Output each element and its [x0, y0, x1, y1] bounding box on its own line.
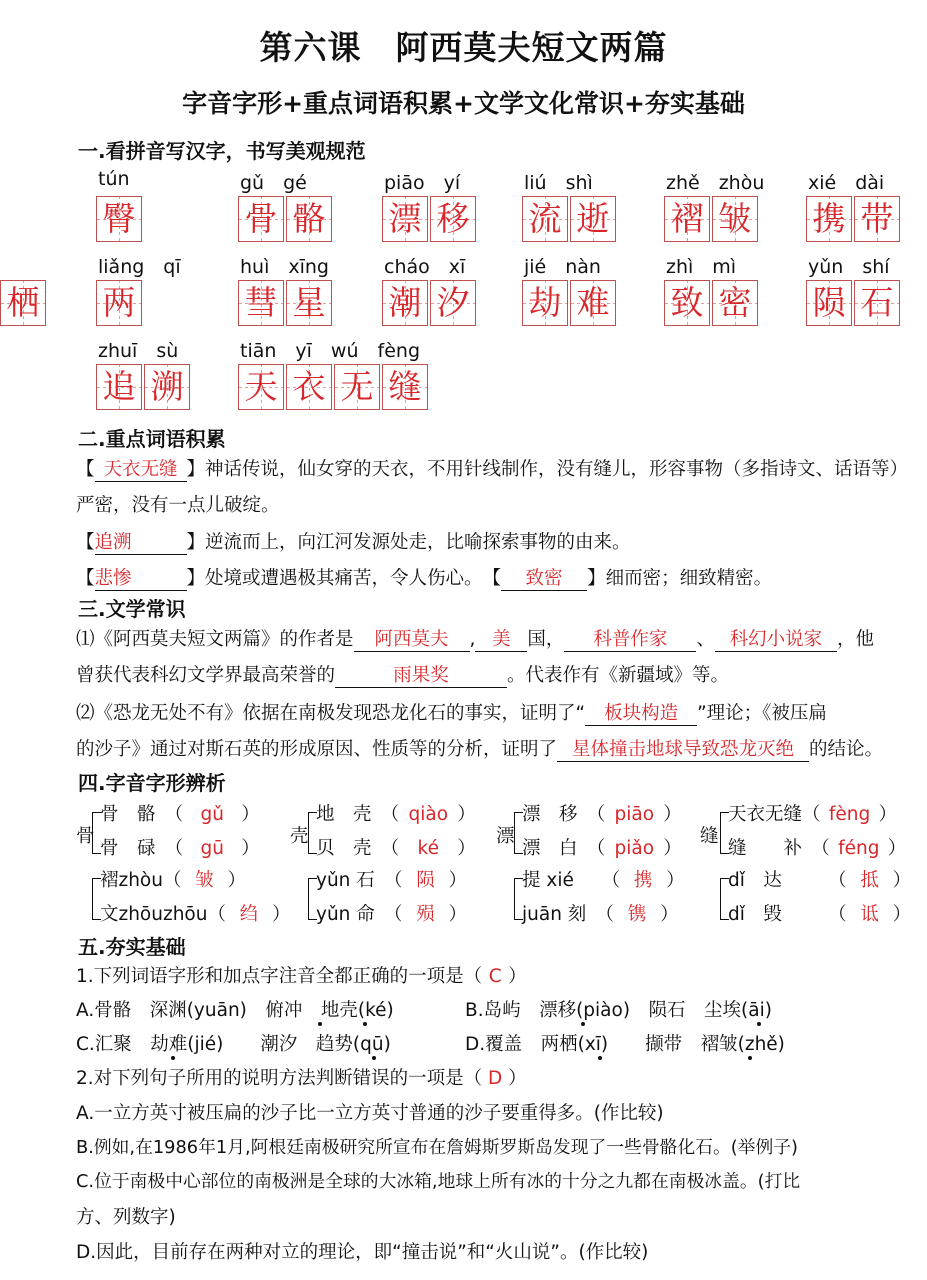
char-cell: 无	[334, 364, 380, 410]
emphasis-dot	[318, 1022, 322, 1026]
char-cell: 栖	[0, 280, 46, 326]
emphasis-dot	[363, 1022, 367, 1026]
discrimination-line: dǐ 毁 （ 诋 ）	[728, 900, 911, 926]
section1-heading: 一.看拼音写汉字，书写美观规范	[78, 139, 366, 163]
emphasis-dot	[757, 1022, 761, 1026]
discrimination-line: 骨 碌 （ gū ）	[100, 838, 260, 859]
char-cell: 移	[430, 196, 476, 242]
char-cell: 天	[238, 364, 284, 410]
literature-line-1: ⑴《阿西莫夫短文两篇》的作者是 阿西莫夫 , 美 国， 科普作家 、 科幻小说家 ，他	[76, 629, 874, 650]
char-cell: 彗	[238, 280, 284, 326]
vocab-def-4: 细而密；细致精密。	[605, 568, 773, 589]
discrimination-line: 提 xié （ 携 ）	[522, 866, 685, 892]
q1-option-c: C.汇聚 劫难(jié) 潮汐 趋势(qū)	[76, 1034, 391, 1055]
char-cell: 臀	[96, 196, 142, 242]
root-character: 缝	[700, 826, 719, 847]
emphasis-dot	[372, 1056, 376, 1060]
q2-option-a: A.一立方英寸被压扁的沙子比一立方英寸普通的沙子要重得多。(作比较)	[76, 1103, 664, 1124]
q2-option-c-cont: 方、列数字)	[76, 1207, 176, 1228]
discrimination-answer: 殒	[416, 904, 435, 925]
q2-option-b: B.例如,在1986年1月,阿根廷南极研究所宣布在詹姆斯罗斯岛发现了一些骨骼化石。(举例子)	[76, 1137, 798, 1158]
vocab-answer-1: 天衣无缝	[95, 459, 187, 482]
vocab-answer-2: 追溯	[95, 532, 187, 555]
role-answer-1: 科普作家	[564, 629, 696, 652]
char-cell: 携	[806, 196, 852, 242]
char-cell: 溯	[144, 364, 190, 410]
discrimination-answer: fèng	[828, 804, 871, 825]
char-cell: 皱	[712, 196, 758, 242]
char-cell: 流	[522, 196, 568, 242]
discrimination-line: yǔn 命 （ 殒 ）	[316, 900, 467, 926]
discrimination-answer: 镌	[627, 904, 647, 925]
vocab-item-1: 【 天衣无缝 】神话传说，仙女穿的天衣，不用针线制作，没有缝儿，形容事物（多指诗文、话语等）	[76, 459, 909, 480]
literature-line-4: 的沙子》通过对斯石英的形成原因、性质等的分析，证明了 星体撞击地球导致恐龙灭绝 的结论。	[76, 739, 884, 760]
question-1: 1.下列词语字形和加点字注音全都正确的一项是（ C ）	[76, 966, 527, 987]
pinyin-label: yǔn shí	[808, 256, 890, 278]
discrimination-line: 漂 白 （ piǎo ）	[522, 838, 682, 859]
vocab-item-3: 【悲惨 】处境或遭遇极其痛苦，令人伤心。 【 致密 】细而密；细致精密。	[76, 568, 773, 589]
page-title: 第六课 阿西莫夫短文两篇	[259, 28, 668, 67]
char-cell: 难	[570, 280, 616, 326]
discrimination-line: 贝 壳 （ ké ）	[316, 838, 476, 859]
vocab-def-2: 逆流而上，向江河发源处走，比喻探索事物的由来。	[205, 532, 631, 553]
discrimination-line: dǐ 达 （ 抵 ）	[728, 866, 911, 892]
char-cell: 追	[96, 364, 142, 410]
conclusion-answer: 星体撞击地球导致恐龙灭绝	[557, 739, 809, 762]
vocab-def-3: 处境或遭遇极其痛苦，令人伤心。	[205, 568, 474, 589]
pinyin-label: tiān yī wú fèng	[240, 340, 420, 362]
discrimination-line: 天衣无缝（ fèng ）	[728, 804, 898, 825]
pinyin-label: zhuī sù	[98, 340, 179, 362]
discrimination-answer: ké	[417, 838, 439, 859]
section2-heading: 二.重点词语积累	[78, 427, 226, 451]
pinyin-label: piāo yí	[384, 172, 461, 194]
country-answer: 美	[475, 629, 527, 652]
char-cell: 骼	[286, 196, 332, 242]
discrimination-answer: féng	[838, 838, 880, 859]
pinyin-label: zhì mì	[666, 256, 737, 278]
discrimination-line: 褶zhòu（ 皱 ）	[100, 866, 246, 892]
section3-heading: 三.文学常识	[78, 597, 186, 621]
discrimination-line: 骨 骼 （ gǔ ）	[100, 804, 260, 825]
char-cell: 逝	[570, 196, 616, 242]
vocab-def-1-cont: 严密，没有一点儿破绽。	[76, 495, 280, 516]
page-subtitle: 字音字形+重点词语积累+文学文化常识+夯实基础	[182, 89, 745, 118]
q1-option-b: B.岛屿 漂移(piào) 陨石 尘埃(āi)	[465, 1000, 772, 1021]
literature-line-2: 曾获代表科幻文学界最高荣誉的 雨果奖 。代表作有《新疆域》等。	[76, 665, 730, 686]
discrimination-line: 文zhōuzhōu（ 绉 ）	[100, 900, 290, 926]
discrimination-answer: piǎo	[614, 838, 655, 859]
pinyin-label: tún	[98, 168, 130, 190]
theory-answer: 板块构造	[585, 703, 697, 726]
discrimination-answer: 绉	[239, 904, 259, 925]
discrimination-line: juān 刻 （ 镌 ）	[522, 900, 679, 926]
discrimination-line: 地 壳 （ qiào ）	[316, 804, 476, 825]
discrimination-line: 漂 移 （ piāo ）	[522, 804, 682, 825]
emphasis-dot	[581, 1022, 585, 1026]
char-cell: 致	[664, 280, 710, 326]
char-cell: 石	[854, 280, 900, 326]
vocab-item-2: 【追溯 】逆流而上，向江河发源处走，比喻探索事物的由来。	[76, 532, 631, 553]
char-cell: 星	[286, 280, 332, 326]
section5-heading: 五.夯实基础	[78, 935, 186, 959]
pinyin-label: cháo xī	[384, 256, 466, 278]
char-cell: 褶	[664, 196, 710, 242]
char-cell: 衣	[286, 364, 332, 410]
pinyin-label: gǔ gé	[240, 172, 307, 194]
discrimination-answer: 诋	[860, 904, 879, 925]
author-answer: 阿西莫夫	[354, 629, 470, 652]
pinyin-label: liǎng qī	[98, 256, 181, 278]
char-cell: 密	[712, 280, 758, 326]
role-answer-2: 科幻小说家	[715, 629, 837, 652]
pinyin-label: jié nàn	[524, 256, 601, 278]
discrimination-answer: gū	[200, 838, 224, 859]
question-2: 2.对下列句子所用的说明方法判断错误的一项是（ D ）	[76, 1068, 527, 1089]
discrimination-answer: 抵	[860, 870, 879, 891]
question-2-answer: D	[488, 1068, 503, 1089]
discrimination-answer: 携	[633, 870, 653, 891]
pinyin-label: huì xīng	[240, 256, 329, 278]
root-character: 骨	[76, 826, 95, 847]
char-cell: 两	[96, 280, 142, 326]
discrimination-line: yǔn 石 （ 陨 ）	[316, 866, 467, 892]
pinyin-label: xié dài	[808, 172, 885, 194]
literature-line-3: ⑵《恐龙无处不有》依据在南极发现恐龙化石的事实，证明了“ 板块构造 ”理论；《被压扁	[76, 703, 827, 724]
char-cell: 潮	[382, 280, 428, 326]
emphasis-dot	[598, 1056, 602, 1060]
char-cell: 骨	[238, 196, 284, 242]
q2-option-d: D.因此，目前存在两种对立的理论，即“撞击说”和“火山说”。(作比较)	[76, 1242, 649, 1263]
char-cell: 汐	[430, 280, 476, 326]
discrimination-answer: qiào	[408, 804, 449, 825]
pinyin-label: zhě zhòu	[666, 172, 765, 194]
discrimination-answer: piāo	[614, 804, 655, 825]
pinyin-label: liú shì	[524, 172, 593, 194]
char-cell: 缝	[382, 364, 428, 410]
char-cell: 劫	[522, 280, 568, 326]
vocab-def-1: 神话传说，仙女穿的天衣，不用针线制作，没有缝儿，形容事物（多指诗文、话语等）	[205, 459, 909, 480]
emphasis-dot	[748, 1056, 752, 1060]
discrimination-line: 缝 补 （ féng ）	[728, 838, 907, 859]
root-character: 漂	[496, 826, 515, 847]
discrimination-answer: 陨	[416, 870, 435, 891]
q2-option-c: C.位于南极中心部位的南极洲是全球的大冰箱,地球上所有冰的十分之九都在南极冰盖。(打比	[76, 1171, 801, 1192]
vocab-answer-4: 致密	[501, 568, 587, 591]
char-cell: 漂	[382, 196, 428, 242]
section4-heading: 四.字音字形辨析	[78, 771, 226, 795]
char-cell: 带	[854, 196, 900, 242]
q1-option-a: A.骨骼 深渊(yuān) 俯冲 地壳(ké)	[76, 1000, 394, 1021]
question-1-answer: C	[488, 966, 502, 987]
emphasis-dot	[171, 1056, 175, 1060]
vocab-answer-3: 悲惨	[95, 568, 187, 591]
char-cell: 陨	[806, 280, 852, 326]
discrimination-answer: 皱	[195, 870, 214, 891]
root-character: 壳	[290, 826, 309, 847]
discrimination-answer: gǔ	[200, 804, 224, 825]
q1-option-d: D.覆盖 两栖(xī) 撷带 褶皱(zhě)	[465, 1034, 785, 1055]
award-answer: 雨果奖	[335, 665, 507, 688]
